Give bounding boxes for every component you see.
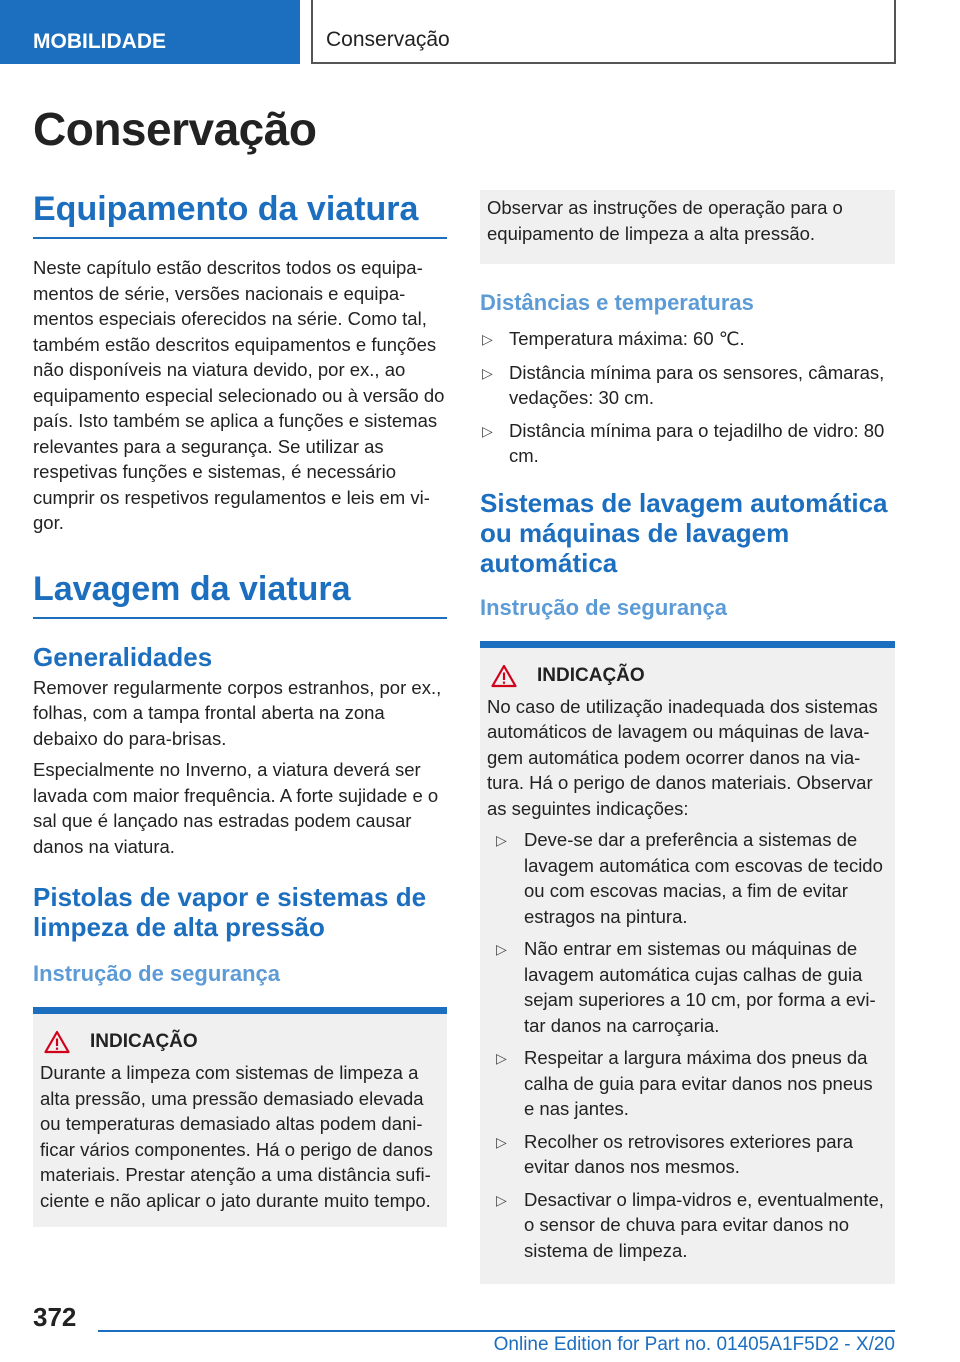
- distance-list: [480, 326, 895, 469]
- left-column: [33, 190, 447, 1227]
- heading-lavagem: Lavagem da viatura: [33, 570, 447, 619]
- list-item: ▷ Respeitar a largura máxima dos pneus da calha de guia para evitar danos nos pneus e nas jantes.: [494, 1045, 887, 1122]
- heading-generalidades: Generalidades: [33, 641, 213, 672]
- page-header: [0, 0, 960, 66]
- heading-instrucao-seguranca-1: Instrução de segurança: [33, 960, 280, 986]
- bullet-triangle-icon: ▷: [482, 331, 493, 348]
- footer-divider: [98, 1330, 895, 1332]
- footer-edition: Online Edition for Part no. 01405A1F5D2 - X/20: [493, 1334, 895, 1355]
- notice-label: INDICAÇÃO: [90, 1031, 198, 1053]
- list-item: ▷ Não entrar em sistemas ou máquinas de lavagem automática cujas calhas de guia sejam superiores a 10 cm, por forma a evitar danos na carroçaria.: [494, 936, 887, 1038]
- paragraph-generalidades-2: Especialmente no Inverno, a viatura deverá ser lavada com maior frequência. A forte sujidade e o sal que é lançado nas estradas podem causar danos na viatura.: [33, 759, 439, 857]
- notice-box-lavagem: [480, 641, 895, 1285]
- info-box-text: Observar as instruções de operação para o equipamento de limpeza a alta pressão.: [487, 197, 843, 244]
- heading-distancias: Distâncias e temperaturas: [480, 290, 754, 315]
- heading-instrucao-seguranca-2: Instrução de segurança: [480, 594, 727, 620]
- paragraph-equipamento: Neste capítulo estão descritos todos os equipamentos de série, versões nacionais e equipamentos especiais oferecidos na série. Como tal, também estão descritos equipamentos e funções não disponíveis na viatura devido, por ex., ao equipamento especial selecionado ou à versão do país. Isto também se aplica a funções e sistemas relevantes para a segurança. Se utilizar as respetivas funções e sistemas, é necessário cumprir os respetivos regulamentos e leis em vigor.: [33, 257, 445, 534]
- heading-equipamento: Equipamento da viatura: [33, 190, 447, 239]
- notice-label: INDICAÇÃO: [537, 664, 645, 686]
- warning-icon: [491, 664, 517, 688]
- list-item: ▷ Deve-se dar a preferência a sistemas de lavagem automática com escovas de tecido ou com escovas macias, a fim de evitar estragos na pintura.: [494, 827, 887, 929]
- notice-text: No caso de utilização inadequada dos sistemas automáticos de lavagem ou máquinas de lavagem automática podem ocorrer danos na viatura. Há o perigo de danos materiais. Observar as seguintes indicações:: [487, 695, 878, 819]
- bullet-triangle-icon: ▷: [496, 1050, 507, 1067]
- notice-box-pressao: [33, 1007, 447, 1227]
- list-item: ▷ Desactivar o limpa-vidros e, eventualmente, o sensor de chuva para evitar danos no sistema de limpeza.: [494, 1187, 887, 1264]
- heading-pistolas: Pistolas de vapor e sistemas de limpeza de alta pressão: [33, 882, 427, 942]
- warning-icon: [44, 1030, 70, 1054]
- bullet-triangle-icon: ▷: [496, 1133, 507, 1150]
- bullet-triangle-icon: ▷: [482, 422, 493, 439]
- bullet-triangle-icon: ▷: [496, 832, 507, 849]
- info-box: [480, 190, 895, 264]
- list-item: ▷ Distância mínima para o tejadilho de vidro: 80 cm.: [480, 418, 895, 469]
- notice-list: [487, 827, 887, 1263]
- notice-text: Durante a limpeza com sistemas de limpeza a alta pressão, uma pressão demasiado elevada ou temperaturas demasiado altas podem danificar vários componentes. Há o perigo de danos materiais. Prestar atenção a uma distância suficiente e não aplicar o jato durante muito tempo.: [40, 1062, 433, 1211]
- page-title: Conservação: [33, 103, 317, 155]
- paragraph-generalidades-1: Remover regularmente corpos estranhos, por ex., folhas, com a tampa frontal aberta na zona debaixo do para-brisas.: [33, 676, 442, 749]
- list-item: ▷ Recolher os retrovisores exteriores para evitar danos nos mesmos.: [494, 1129, 887, 1180]
- section-tab[interactable]: MOBILIDADE: [0, 0, 300, 64]
- bullet-triangle-icon: ▷: [496, 941, 507, 958]
- bullet-triangle-icon: ▷: [482, 364, 493, 381]
- list-item: ▷ Distância mínima para os sensores, câmaras, vedações: 30 cm.: [480, 360, 895, 411]
- list-item: ▷ Temperatura máxima: 60 ℃.: [480, 326, 895, 353]
- page-number: 372: [33, 1302, 77, 1332]
- bullet-triangle-icon: ▷: [496, 1191, 507, 1208]
- chapter-title: Conservação: [311, 0, 896, 64]
- right-column: [480, 190, 895, 1284]
- heading-sistemas-lavagem: Sistemas de lavagem automática ou máquinas de lavagem automática: [480, 487, 888, 578]
